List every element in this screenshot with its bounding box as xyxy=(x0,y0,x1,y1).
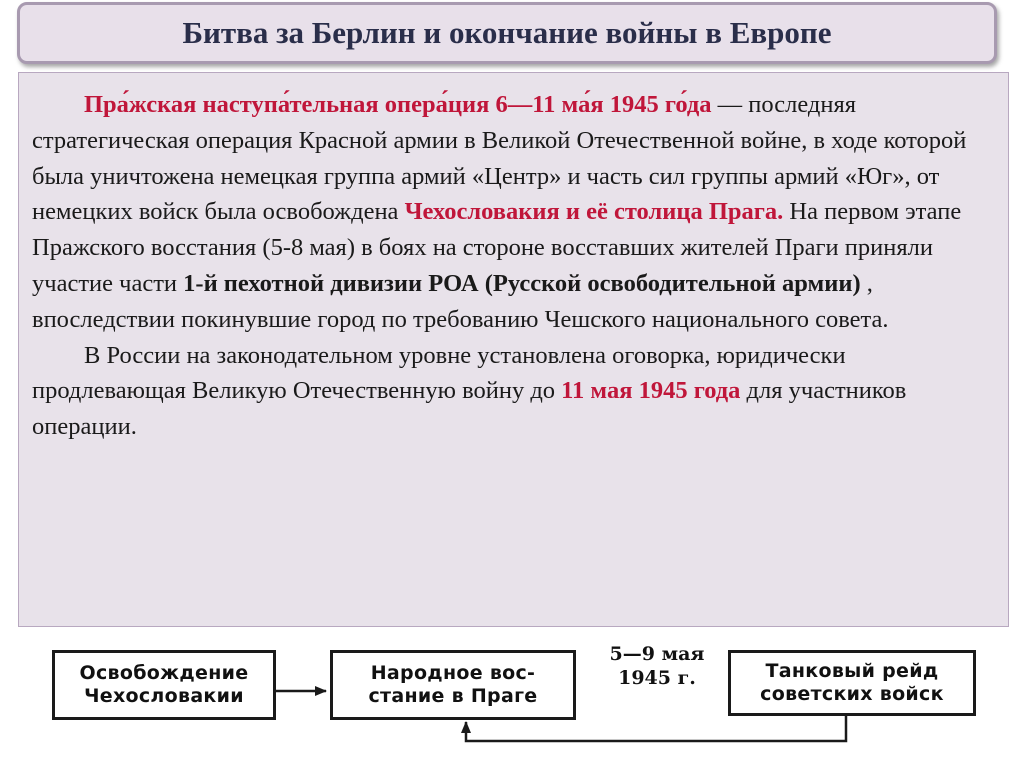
flow-diagram xyxy=(0,628,1024,767)
paragraph-2 xyxy=(32,338,990,445)
box-tank-raid: Танковый рейд советских войск xyxy=(728,650,976,716)
roa-division: 1-й пехотной дивизии РОА (Русской освободительной армии) xyxy=(183,269,861,297)
operation-name: Пра́жская наступа́тельная опера́ция 6—11 ма́я 1945 го́да xyxy=(84,91,712,118)
paragraph-2-text-b: для участников операции. xyxy=(32,377,907,441)
main-text-panel xyxy=(18,72,1009,627)
paragraph-2-text-a: В России на законодательном уровне установлена оговорка, юридически продлевающая Великую Отечественную войну до xyxy=(32,341,846,405)
paragraph-1-text-a: — последняя стратегическая операция Красной армии в Великой Отечественной войне, в ходе которой была уничтожена немецкая группа армий «Центр» и часть сил группы армий «Юг», от немецких войск была освобождена xyxy=(32,91,967,226)
box-uprising: Народное вос- стание в Праге xyxy=(330,650,576,720)
page-title: Битва за Берлин и окончание войны в Европе xyxy=(182,15,832,50)
paragraph-1-text-c: , впоследствии покинувшие город по требованию Чешского национального совета. xyxy=(32,269,889,333)
liberated-country: Чехословакия и её столица Прага. xyxy=(404,198,784,226)
date-label: 5—9 мая 1945 г. xyxy=(609,643,705,689)
end-date: 11 мая 1945 года xyxy=(561,377,741,405)
title-banner xyxy=(17,2,997,64)
paragraph-1-text-b: На первом этапе Пражского восстания (5-8 мая) в боях на стороне восставших жителей Праги приняли участие части xyxy=(32,198,962,297)
paragraph-1 xyxy=(32,87,990,338)
box-liberation: Освобождение Чехословакии xyxy=(52,650,276,720)
